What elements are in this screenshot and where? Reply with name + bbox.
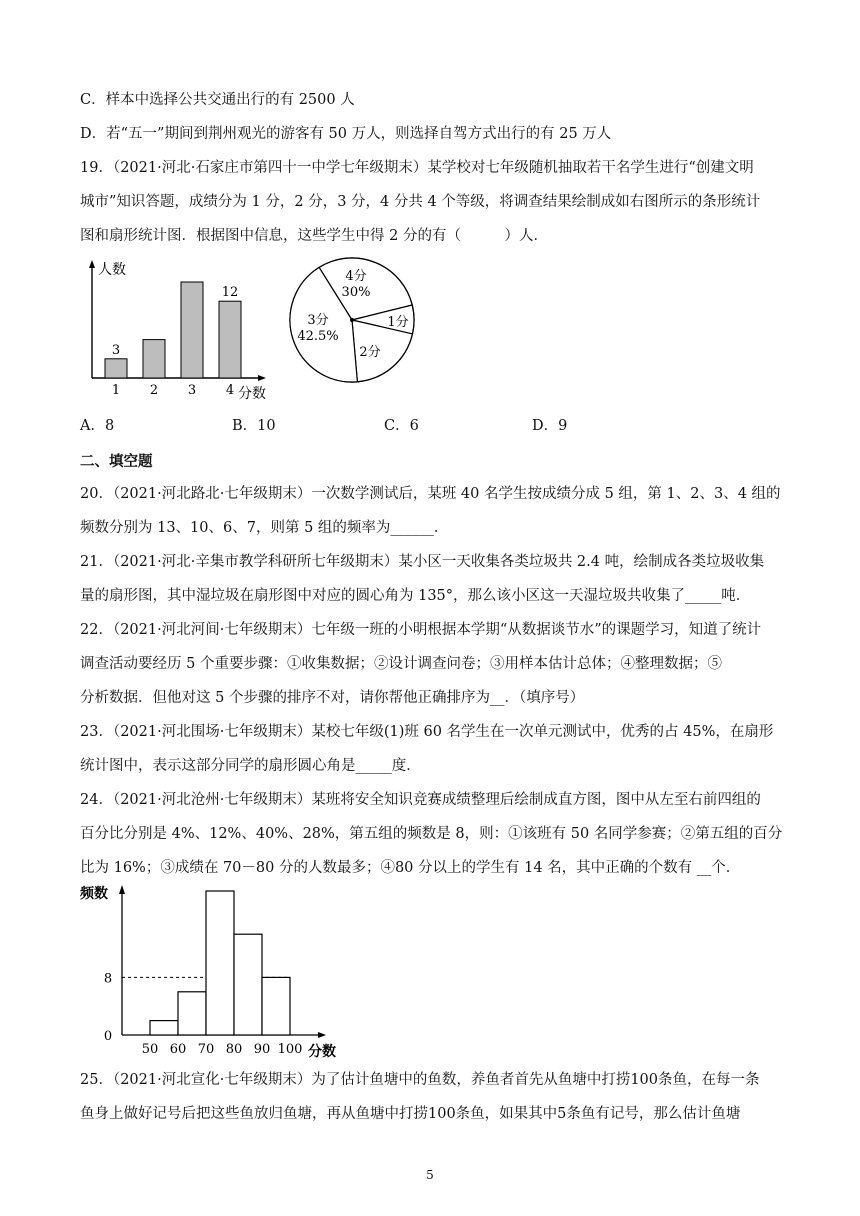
pie-center <box>350 318 354 322</box>
x-tick-label-3: 3 <box>187 383 197 398</box>
data-label-4: 12 <box>221 285 239 301</box>
histogram-bar-4 <box>234 934 262 1035</box>
q24-histogram <box>76 880 356 1060</box>
question-24-line-3: 比为 16%；③成绩在 70－80 分的人数最多；④80 分以上的学生有 14 名，其中正确的个数有 __个． <box>80 860 741 876</box>
option-d-line: D．若“五一”期间到荆州观光的游客有 50 万人，则选择自驾方式出行的有 25 万人 <box>80 126 612 142</box>
question-25-line-1: 25．（2021·河北宣化·七年级期末）为了估计鱼塘中的鱼数，养鱼者首先从鱼塘中打捞100条鱼，在每一条 <box>80 1072 760 1088</box>
question-19-line-3: 图和扇形统计图．根据图中信息，这些学生中得 2 分的有（ ）人． <box>80 228 548 244</box>
x-axis-arrow <box>318 1032 326 1038</box>
x-tick-label-50: 50 <box>141 1042 159 1057</box>
question-21-line-1: 21．（2021·河北·辛集市教学科研所七年级期末）某小区一天收集各类垃圾共 2.4 吨，绘制成各类垃圾收集 <box>80 554 765 570</box>
section-heading: 二、填空题 <box>80 453 153 470</box>
question-23-line-1: 23．（2021·河北围场·七年级期末）某校七年级(1)班 60 名学生在一次单元测试中，优秀的占 45%，在扇形 <box>80 724 774 740</box>
q19-pie-chart <box>290 258 414 382</box>
q19-option-d: D．9 <box>532 418 568 434</box>
x-axis-arrow <box>258 375 266 381</box>
bar-3 <box>181 282 203 378</box>
y-axis-arrow <box>89 260 95 268</box>
histogram-bar-2 <box>178 992 206 1035</box>
pie-label-4: 3分 <box>307 313 329 328</box>
histogram-bar-5 <box>262 977 290 1035</box>
x-axis-label: 分数 <box>308 1044 336 1060</box>
pie-label-3: 2分 <box>359 345 381 360</box>
x-axis-label: 分数 <box>238 386 266 402</box>
x-tick-label-1: 1 <box>111 383 121 398</box>
question-19-line-2: 城市”知识答题，成绩分为 1 分，2 分，3 分，4 分共 4 个等级，将调查结果绘制成如右图所示的条形统计 <box>80 194 761 210</box>
bar-2 <box>143 340 165 378</box>
y-tick-label-8: 8 <box>103 971 113 987</box>
page-number: 5 <box>426 1168 434 1182</box>
question-22-line-1: 22．（2021·河北河间·七年级期末）七年级一班的小明根据本学期“从数据谈节水”的课题学习，知道了统计 <box>80 622 762 638</box>
pie-pct-label-1: 30% <box>341 285 371 300</box>
x-tick-label-80: 80 <box>225 1042 243 1057</box>
q19-option-c: C．6 <box>384 418 419 434</box>
pie-label-2: 1分 <box>387 315 409 330</box>
question-22-line-2: 调查活动要经历 5 个重要步骤：①收集数据；②设计调查问卷；③用样本估计总体；④整理数据；⑤ <box>80 656 722 672</box>
question-22-line-3: 分析数据．但他对这 5 个步骤的排序不对，请你帮他正确排序为__．（填序号） <box>80 690 585 706</box>
y-axis-label: 频数 <box>80 886 108 902</box>
option-c-line: C．样本中选择公共交通出行的有 2500 人 <box>80 92 355 108</box>
question-23-line-2: 统计图中，表示这部分同学的扇形圆心角是_____度． <box>80 758 421 774</box>
x-tick-label-2: 2 <box>149 383 159 398</box>
question-24-line-1: 24．（2021·河北沧州·七年级期末）某班将安全知识竞赛成绩整理后绘制成直方图，图中从左至右前四组的 <box>80 792 761 808</box>
question-25-line-2: 鱼身上做好记号后把这些鱼放归鱼塘，再从鱼塘中打捞100条鱼，如果其中5条鱼有记号，那么估计鱼塘 <box>80 1106 741 1122</box>
histogram-bar-1 <box>150 1021 178 1035</box>
y-tick-label-0: 0 <box>103 1029 113 1044</box>
x-tick-label-60: 60 <box>169 1042 187 1057</box>
question-20-line-2: 频数分别为 13、10、6、7，则第 5 组的频率为______． <box>80 520 449 536</box>
histogram-bar-3 <box>206 891 234 1035</box>
x-tick-label-70: 70 <box>197 1042 215 1057</box>
q19-option-b: B．10 <box>232 418 276 434</box>
bar-4 <box>219 301 241 378</box>
x-tick-label-90: 90 <box>253 1042 271 1057</box>
question-20-line-1: 20．（2021·河北路北·七年级期末）一次数学测试后，某班 40 名学生按成绩分成 5 组，第 1、2、3、4 组的 <box>80 486 781 502</box>
x-tick-label-100: 100 <box>277 1042 303 1057</box>
q19-figure <box>80 256 420 406</box>
y-axis-label: 人数 <box>98 262 126 278</box>
y-axis-arrow <box>119 885 125 894</box>
pie-label-1: 4分 <box>345 269 367 284</box>
x-tick-label-4: 4 <box>225 383 235 398</box>
question-19-line-1: 19．（2021·河北·石家庄市第四十一中学七年级期末）某学校对七年级随机抽取若干名学生进行“创建文明 <box>80 160 754 176</box>
data-label-1: 3 <box>111 342 121 358</box>
question-24-line-2: 百分比分别是 4%、12%、40%、28%，第五组的频数是 8，则：①该班有 50 名同学参赛；②第五组的百分 <box>80 826 783 842</box>
pie-pct-label-4: 42.5% <box>297 329 339 344</box>
bar-1 <box>105 359 127 378</box>
question-21-line-2: 量的扇形图，其中湿垃圾在扇形图中对应的圆心角为 135°，那么该小区这一天湿垃圾共收集了_____吨． <box>80 588 751 604</box>
q19-option-a: A．8 <box>80 418 115 434</box>
q19-bar-chart <box>89 260 266 402</box>
